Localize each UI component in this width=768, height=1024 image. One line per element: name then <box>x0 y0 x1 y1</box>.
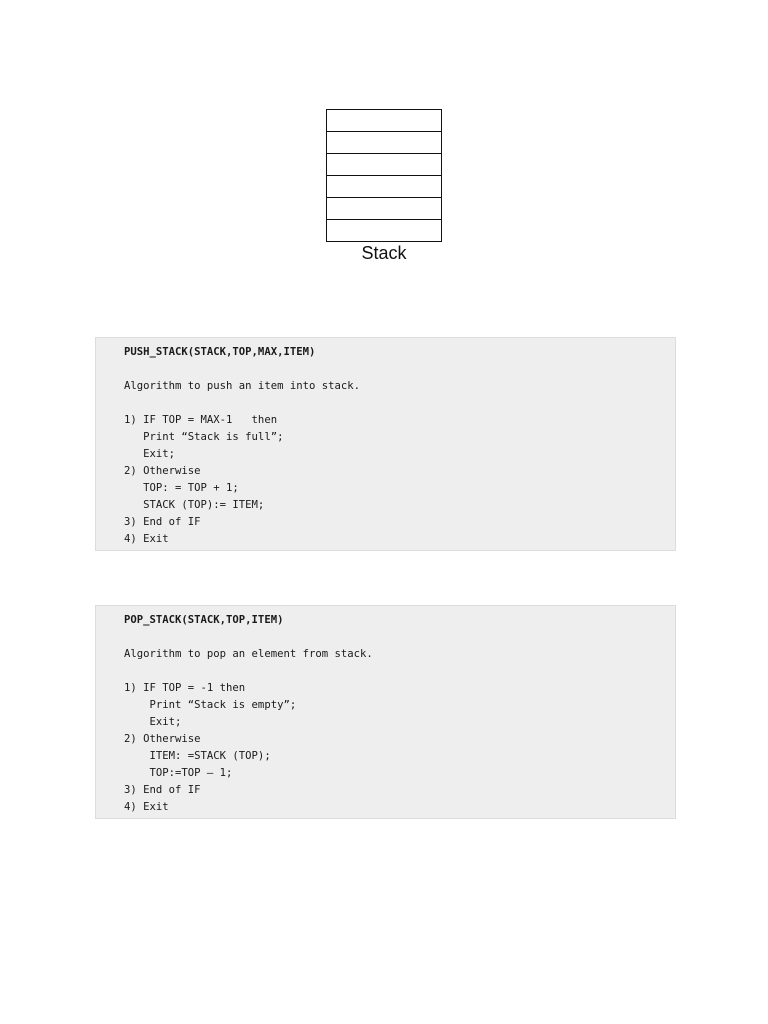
code-line <box>124 629 675 646</box>
stack-cell <box>327 110 441 132</box>
code-line: ITEM: =STACK (TOP); <box>124 750 271 762</box>
code-line: 3) End of IF <box>124 516 201 528</box>
code-line: 3) End of IF <box>124 784 201 796</box>
code-line: Print “Stack is full”; <box>124 431 284 443</box>
push-code-title: PUSH_STACK(STACK,TOP,MAX,ITEM) <box>124 346 316 358</box>
code-line: Exit; <box>124 448 176 460</box>
pop-stack-code-block <box>95 605 676 819</box>
code-line: TOP:=TOP – 1; <box>124 767 233 779</box>
stack-cells <box>326 109 442 242</box>
code-line: 4) Exit <box>124 533 169 545</box>
stack-cell <box>327 154 441 176</box>
stack-cell <box>327 220 441 241</box>
stack-cell <box>327 198 441 220</box>
code-line: 2) Otherwise <box>124 465 201 477</box>
code-line: 4) Exit <box>124 801 169 813</box>
push-stack-code-block <box>95 337 676 551</box>
pop-code-title: POP_STACK(STACK,TOP,ITEM) <box>124 614 284 626</box>
stack-caption: Stack <box>361 243 407 263</box>
code-line: 2) Otherwise <box>124 733 201 745</box>
code-line: Print “Stack is empty”; <box>124 699 297 711</box>
code-line <box>124 663 675 680</box>
code-line: 1) IF TOP = -1 then <box>124 682 246 694</box>
code-line: TOP: = TOP + 1; <box>124 482 239 494</box>
code-line: Algorithm to pop an element from stack. <box>124 648 373 660</box>
stack-cell <box>327 132 441 154</box>
stack-diagram <box>326 109 442 264</box>
code-line: Algorithm to push an item into stack. <box>124 380 360 392</box>
code-line <box>124 361 675 378</box>
code-line: Exit; <box>124 716 182 728</box>
code-line <box>124 395 675 412</box>
stack-cell <box>327 176 441 198</box>
code-line: STACK (TOP):= ITEM; <box>124 499 265 511</box>
code-line: 1) IF TOP = MAX-1 then <box>124 414 278 426</box>
